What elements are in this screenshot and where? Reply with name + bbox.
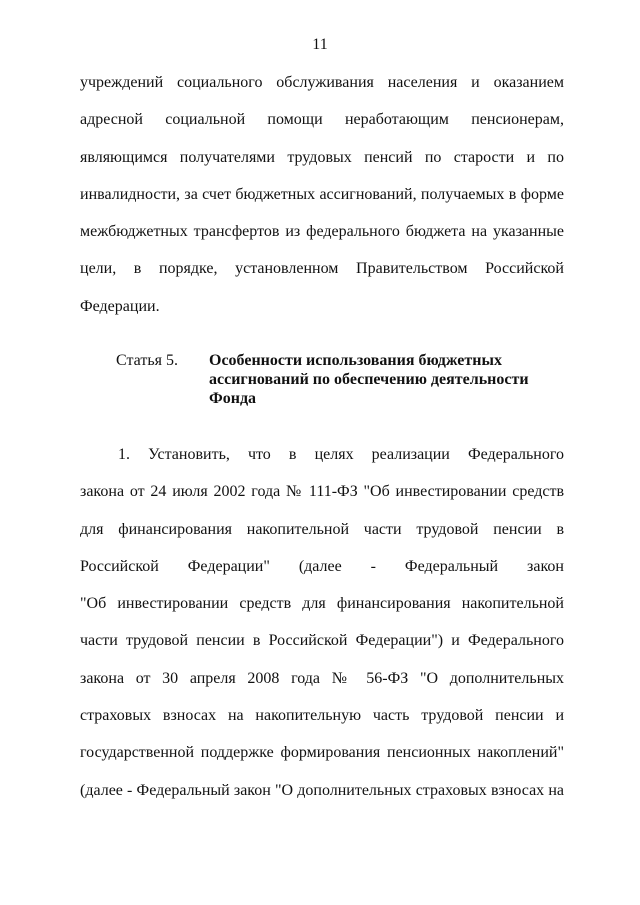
article-title-line: Фонда — [209, 390, 257, 407]
text-line: "Об инвестировании средств для финансирования накопительной — [80, 595, 564, 613]
text-line: государственной поддержке формирования пенсионных накоплений" — [80, 744, 564, 762]
article-title — [209, 351, 549, 408]
text-line: страховых взносах на накопительную часть трудовой пенсии и — [80, 707, 564, 725]
article-title-line: Особенности использования бюджетных — [209, 352, 502, 369]
text-line: инвалидности, за счет бюджетных ассигнований, получаемых в форме — [80, 185, 564, 203]
paragraph-continuation — [80, 64, 564, 325]
text-line: являющимся получателями трудовых пенсий по старости и по — [80, 148, 564, 166]
paragraph-clause-1 — [80, 436, 564, 809]
text-line: цели, в порядке, установленном Правительством Российской — [80, 260, 564, 278]
text-line: для финансирования накопительной части трудовой пенсии в — [80, 520, 564, 538]
text-line: закона от 30 апреля 2008 года № 56-ФЗ "О дополнительных — [80, 669, 564, 687]
text-line: (далее - Федеральный закон "О дополнительных страховых взносах на — [80, 781, 564, 799]
text-line: 1. Установить, что в целях реализации Федерального — [118, 446, 564, 463]
article-label: Статья 5. — [116, 352, 178, 369]
text-line: части трудовой пенсии в Российской Федерации") и Федерального — [80, 632, 564, 650]
text-line: учреждений социального обслуживания населения и оказанием — [80, 74, 564, 91]
text-line: Федерации. — [80, 297, 160, 315]
text-line: межбюджетных трансфертов из федерального бюджета на указанные — [80, 223, 564, 241]
text-line: закона от 24 июля 2002 года № 111-ФЗ "Об инвестировании средств — [80, 483, 564, 501]
text-line: адресной социальной помощи неработающим пенсионерам, — [80, 111, 564, 129]
page-number: 11 — [312, 36, 328, 53]
text-line: Российской Федерации" (далее - Федеральный закон — [80, 557, 564, 575]
article-title-line: ассигнований по обеспечению деятельности — [209, 371, 529, 388]
